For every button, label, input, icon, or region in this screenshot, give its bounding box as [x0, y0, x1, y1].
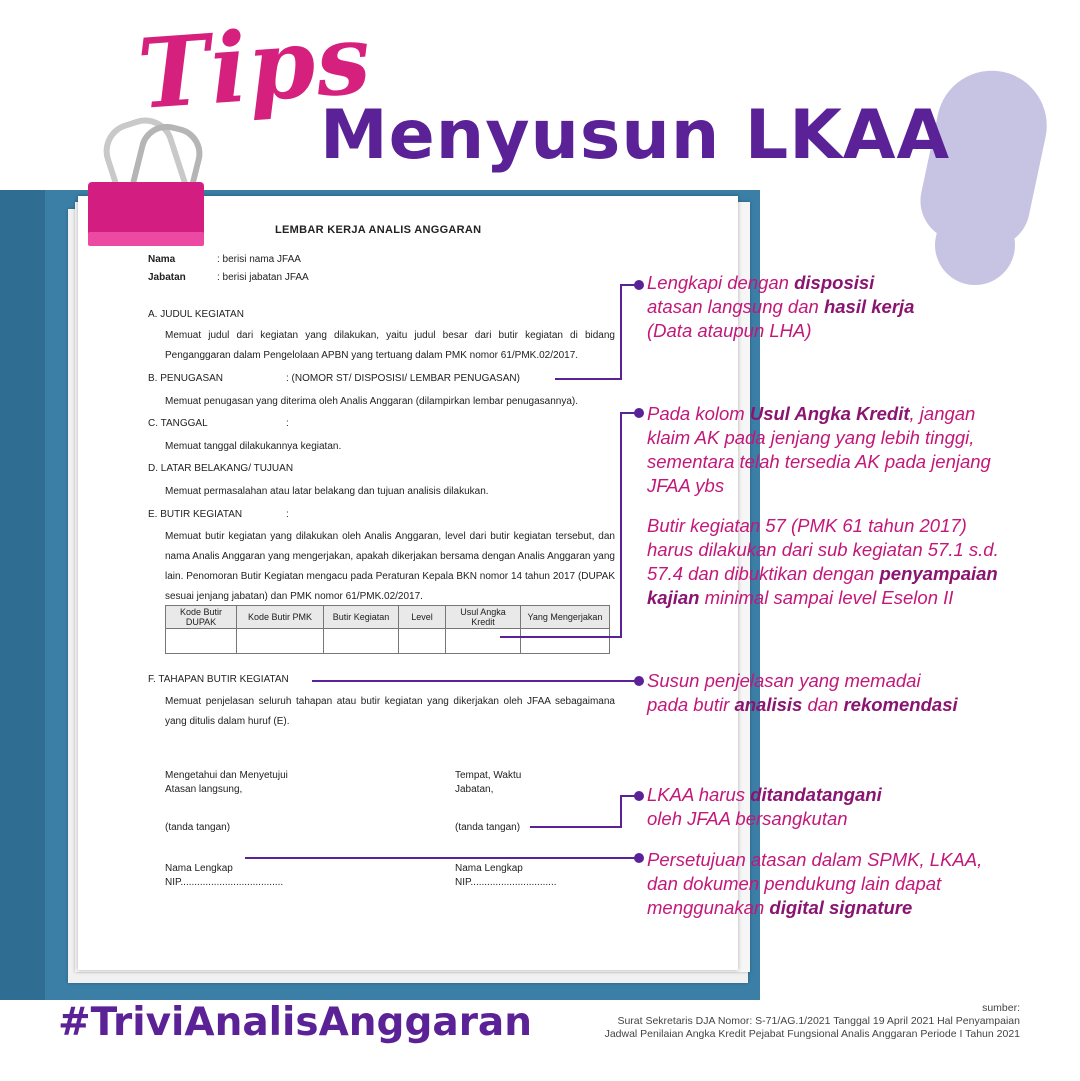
section-c-body: Memuat tanggal dilakukannya kegiatan. — [165, 441, 342, 452]
table-cell — [446, 629, 521, 654]
callout-text: minimal sampai level Eselon II — [699, 587, 954, 608]
sign-right-signature: (tanda tangan) — [455, 822, 521, 833]
sign-left-signature: (tanda tangan) — [165, 822, 231, 833]
sign-right-nip: NIP............................... — [455, 877, 557, 888]
sign-right-line1: Tempat, Waktu — [455, 770, 522, 781]
section-b-body: Memuat penugasan yang diterima oleh Analis Anggaran (dilampirkan lembar penugasannya). — [165, 396, 579, 407]
callout-text: sementara telah tersedia AK pada jenjang — [647, 451, 991, 472]
nama-value: : berisi nama JFAA — [217, 254, 301, 265]
sign-right-line2: Jabatan, — [455, 784, 494, 795]
callout-emphasis: analisis — [734, 694, 803, 715]
callout-emphasis: Usul Angka Kredit — [749, 403, 910, 424]
callout-text: (Data ataupun LHA) — [647, 320, 812, 341]
table-header: Yang Mengerjakan — [521, 606, 610, 629]
callout-text: Butir kegiatan 57 (PMK 61 tahun 2017) — [647, 515, 967, 536]
jabatan-value: : berisi jabatan JFAA — [217, 272, 309, 283]
table-header: Kode Butir DUPAK — [166, 606, 237, 629]
callout-text: atasan langsung dan — [647, 296, 824, 317]
section-f-heading: F. TAHAPAN BUTIR KEGIATAN — [148, 674, 289, 685]
section-d-body: Memuat permasalahan atau latar belakang dan tujuan analisis dilakukan. — [165, 486, 489, 497]
table-header: Usul Angka Kredit — [446, 606, 521, 629]
callout-emphasis: digital signature — [769, 897, 913, 918]
section-c-value: : — [286, 418, 289, 429]
source-line: Surat Sekretaris DJA Nomor: S-71/AG.1/2021 Tanggal 19 April 2021 Hal Penyampaian — [617, 1015, 1020, 1027]
callout-butir-57 — [647, 514, 999, 610]
connector-dot — [634, 791, 644, 801]
section-c-heading: C. TANGGAL — [148, 418, 208, 429]
table-header: Butir Kegiatan — [324, 606, 399, 629]
callout-digital-signature — [647, 848, 982, 920]
table-cell — [324, 629, 399, 654]
table-row — [166, 629, 610, 654]
callout-text: menggunakan — [647, 897, 770, 918]
source-note — [605, 1002, 1020, 1041]
table-cell — [166, 629, 237, 654]
section-d-heading: D. LATAR BELAKANG/ TUJUAN — [148, 463, 294, 474]
connector-line — [530, 826, 622, 828]
sign-left-nip: NIP..................................... — [165, 877, 284, 888]
section-f-body: Memuat penjelasan seluruh tahapan atau butir kegiatan yang dikerjakan oleh JFAA sebagaimana yang ditulis dalam huruf (E). — [165, 696, 615, 727]
connector-line — [620, 284, 622, 380]
callout-text: JFAA ybs — [647, 475, 725, 496]
callout-tanda-tangan — [647, 783, 882, 831]
callout-emphasis: penyampaian — [879, 563, 998, 584]
connector-line — [555, 378, 622, 380]
table-header: Kode Butir PMK — [237, 606, 324, 629]
section-a-heading: A. JUDUL KEGIATAN — [148, 309, 244, 320]
callout-text: Pada kolom — [647, 403, 750, 424]
callout-text: Persetujuan atasan dalam SPMK, LKAA, — [647, 849, 983, 870]
source-line: Jadwal Penilaian Angka Kredit Pejabat Fungsional Analis Anggaran Periode I Tahun 2021 — [604, 1028, 1020, 1040]
source-label: sumber: — [982, 1002, 1020, 1014]
callout-text: dan — [802, 694, 844, 715]
section-e-heading: E. BUTIR KEGIATAN — [148, 509, 243, 520]
callout-usul-angka-kredit — [647, 402, 991, 498]
connector-dot — [634, 408, 644, 418]
page-title: Menyusun LKAA — [320, 96, 951, 175]
jabatan-label: Jabatan — [148, 272, 186, 283]
callout-text: pada butir — [647, 694, 735, 715]
callout-emphasis: disposisi — [794, 272, 875, 293]
callout-emphasis: hasil kerja — [823, 296, 915, 317]
callout-text: dan dokumen pendukung lain dapat — [647, 873, 942, 894]
section-b-heading: B. PENUGASAN — [148, 373, 224, 384]
callout-text: 57.4 dan dibuktikan dengan — [647, 563, 880, 584]
connector-dot — [634, 853, 644, 863]
callout-emphasis: rekomendasi — [843, 694, 958, 715]
section-e-body: Memuat butir kegiatan yang dilakukan oleh Analis Anggaran, level dari butir kegiatan tersebut, dan nama Analis Anggaran yang mengerjakan, apakah dikerjakan bersama dengan Analis Anggaran yang lain. Penomoran Butir Kegiatan mengacu pada Peraturan Kepala BKN nomor 14 tahun 2017 (DUPAK sesuai jenjang jabatan) dan PMK nomor 61/PMK.02/2017. — [165, 531, 615, 602]
connector-line — [245, 857, 640, 859]
callout-text: oleh JFAA bersangkutan — [647, 808, 848, 829]
callout-text: , jangan — [909, 403, 976, 424]
callout-tahapan — [647, 669, 958, 717]
connector-line — [312, 680, 640, 682]
section-a-body: Memuat judul dari kegiatan yang dilakukan, yaitu judul besar dari butir kegiatan di bidang Penganggaran dalam Pengelolaan APBN yang tertuang dalam PMK nomor 61/PMK.02/2017. — [165, 330, 615, 361]
hashtag: #TriviAnalisAnggaran — [58, 1000, 533, 1045]
callout-text: Susun penjelasan yang memadai — [647, 670, 921, 691]
sign-right-name: Nama Lengkap — [455, 863, 523, 874]
tips-heading: Tips — [134, 2, 375, 131]
binder-clip-band — [88, 232, 204, 246]
connector-line — [500, 636, 622, 638]
callout-text: klaim AK pada jenjang yang lebih tinggi, — [647, 427, 975, 448]
butir-kegiatan-table — [165, 605, 610, 654]
exclamation-dot-icon — [935, 205, 1015, 285]
table-cell — [399, 629, 446, 654]
callout-text: LKAA harus — [647, 784, 751, 805]
folder-spine — [0, 190, 45, 1000]
document-title: LEMBAR KERJA ANALIS ANGGARAN — [275, 224, 482, 236]
callout-emphasis: ditandatangani — [750, 784, 882, 805]
connector-dot — [634, 280, 644, 290]
callout-text: harus dilakukan dari sub kegiatan 57.1 s.d. — [647, 539, 999, 560]
callout-text: Lengkapi dengan — [647, 272, 795, 293]
callout-emphasis: kajian — [647, 587, 700, 608]
sign-left-line2: Atasan langsung, — [165, 784, 243, 795]
section-b-value: : (NOMOR ST/ DISPOSISI/ LEMBAR PENUGASAN) — [286, 373, 520, 384]
section-e-value: : — [286, 509, 289, 520]
sign-left-name: Nama Lengkap — [165, 863, 233, 874]
table-header: Level — [399, 606, 446, 629]
table-cell — [237, 629, 324, 654]
connector-line — [620, 412, 622, 638]
callout-disposisi — [647, 271, 914, 343]
sign-left-line1: Mengetahui dan Menyetujui — [165, 770, 288, 781]
connector-dot — [634, 676, 644, 686]
table-cell — [521, 629, 610, 654]
nama-label: Nama — [148, 254, 176, 265]
connector-line — [620, 795, 622, 828]
